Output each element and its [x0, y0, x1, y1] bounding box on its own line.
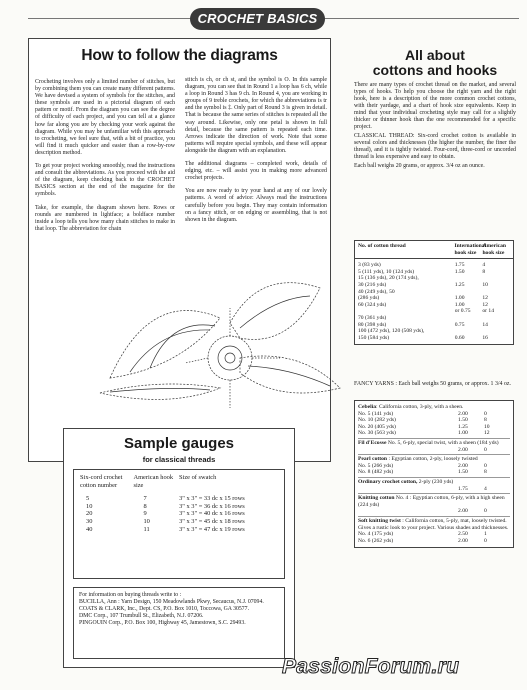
table-cell: 60 (324 yds) — [358, 301, 387, 308]
table-cell: or 14 — [482, 308, 495, 315]
yarn-section — [358, 478, 510, 494]
paragraph: stitch is ch, or ch st, and the symbol is O. In this sample diagram, you can see that in Round 1 a loop has 6 ch, while a loop in Round 3 has 9 ch. In Round 4, you are working in groups of 9 treble crochets, for which the abbreviations is tr and the symbol is ‡. Only part of Round 3 is given in detail. That is because the same series of stitches is repeated all the way around. Likewise, only one petal is shown in full detail, because the same pattern is repeated each time. Arrows indicate the direction of work. Note that some patterns will require special symbols, and these will appear alongside the diagram with an explanation. — [185, 77, 327, 154]
table-cell: 11 — [143, 525, 150, 533]
table-cell: 8 — [484, 469, 487, 476]
table-cell: No. 10 (282 yds) — [358, 417, 396, 424]
yarn-name: Fil d'Ecosse — [358, 439, 387, 446]
sample-gauges-box — [63, 428, 295, 668]
yarn-description — [358, 518, 510, 531]
table-cell: 1.00 — [454, 295, 465, 302]
table-row — [80, 503, 278, 511]
table-row — [358, 308, 510, 315]
paragraph: Take, for example, the diagram shown here. Rows or rounds are numbered in lightface; a boldface number inside a loop tells you how many chain stitches to make in that loop. The abbreviation for chain — [35, 204, 175, 232]
table-row — [358, 275, 510, 282]
table-cell — [358, 508, 458, 515]
table-cell: 1.50 — [454, 268, 465, 275]
section-tab: CROCHET BASICS — [190, 8, 325, 30]
table-cell — [482, 289, 510, 296]
table-cell: 40 (249 yds), 50 — [358, 288, 395, 295]
yarn-description — [358, 495, 510, 508]
article-column-2 — [185, 77, 327, 230]
table-row — [358, 508, 510, 515]
table-cell: 9 — [143, 510, 147, 518]
table-row — [358, 295, 510, 302]
table-body — [355, 259, 513, 344]
table-cell: 0 — [484, 537, 487, 544]
table-cell: 100 (472 yds), 120 (508 yds), — [358, 328, 425, 335]
table-cell: 7 — [143, 495, 147, 503]
article-title: How to follow the diagrams — [81, 47, 278, 64]
table-row — [358, 486, 510, 493]
table-cell: No. 4 (175 yds) — [358, 531, 394, 538]
table-row — [358, 447, 510, 454]
table-cell: No. 30 (563 yds) — [358, 430, 396, 437]
table-cell — [482, 328, 510, 335]
table-cell: 1 — [484, 531, 487, 538]
table-cell: 70 (361 yds) — [358, 314, 387, 321]
table-cell: 10 — [482, 281, 488, 288]
table-cell: (286 yds) — [358, 295, 380, 302]
paragraph: Crocheting involves only a limited number of stitches, but by combining them you can create many different patterns. We have devised a system of symbols for the stitches, and these symbols are used in a pictorial diagram of each pattern or motif. From the diagram you can see the degree of difficulty of each project, and you can tell at a glance how far along you are by checking your work against the diagram. While you may be unfamiliar with this approach to crocheting, we feel sure that, with a bit of practice, you will find it much quicker and easier than a row-by-row description method. — [35, 79, 175, 156]
table-cell — [455, 315, 483, 322]
table-cell — [455, 275, 483, 282]
table-cell: 12 — [482, 295, 488, 302]
yarn-detail: No. 4 : Egyptian cotton, 6-ply, with a high sheen (224 yds) — [358, 495, 505, 508]
paragraph: There are many types of crochet thread on the market, and several types of hooks. To help you choose the right yarn and the right hook, here is a description of the more common crochet cottons, with their yardage, and a chart of hook size equivalents. Keep in mind that your individual crocheting style may call for a slightly thicker or thinner hook than the one recommended for a specific project. — [354, 82, 516, 130]
table-row — [80, 495, 278, 503]
table-cell: 3" x 3" = 45 dc x 18 rows — [179, 517, 245, 525]
table-cell: 3 (83 yds) — [358, 262, 381, 269]
table-cell: 16 — [482, 334, 488, 341]
table-row — [358, 289, 510, 296]
crochet-motif-diagram — [90, 268, 350, 418]
table-row — [358, 315, 510, 322]
fancy-yarns-heading: FANCY YARNS : Each ball weighs 50 grams, or approx. 1 3/4 oz. — [354, 381, 512, 387]
paragraph: Each ball weighs 20 grams, or approx. 3/4 oz an ounce. — [354, 163, 485, 169]
cottons-hooks-text — [354, 82, 516, 172]
paragraph: You are now ready to try your hand at any of our lovely patterns. A word of advice: Always read the instructions carefully before you begin. They may contain information on a fancy stitch, or on edging or assembling, that is not shown in the diagram. — [185, 188, 327, 223]
yarn-detail: : California cotton, 5-ply, mat, loosely twisted. Gives a rustic look to your project. Various shades and thicknesses. — [358, 517, 509, 531]
table-cell: 10 — [484, 423, 490, 430]
table-cell — [455, 328, 483, 335]
table-cell: 3" x 3" = 36 dc x 16 rows — [179, 502, 245, 510]
table-row — [358, 531, 510, 538]
table-cell: 0 — [484, 462, 487, 469]
table-cell: 20 — [86, 510, 93, 518]
table-cell: 2.00 — [458, 446, 468, 453]
table-cell: 8 — [143, 502, 147, 510]
yarn-description — [358, 440, 510, 447]
table-cell: 5 — [86, 495, 90, 503]
table-row — [80, 518, 278, 526]
yarn-name: Pearl cotton — [358, 456, 388, 463]
buying-info — [73, 587, 285, 659]
table-cell: No. 5 (141 yds) — [358, 410, 394, 417]
yarn-detail: : California cotton, 3-ply, with a sheen. — [376, 404, 464, 410]
table-cell: 8 — [484, 417, 487, 424]
table-cell: 0 — [484, 410, 487, 417]
table-cell: 40 — [86, 525, 93, 533]
table-cell: No. 6 (262 yds) — [358, 537, 394, 544]
buy-line: For information on buying threads write to : — [79, 592, 182, 598]
table-cell: 2.00 — [458, 537, 468, 544]
table-cell: 0 — [484, 446, 487, 453]
table-cell: No. 20 (405 yds) — [358, 423, 396, 430]
table-cell: 1.75 — [454, 262, 465, 269]
paragraph: The additional diagrams – completed work, details of edging, etc. – will assist you in making more advanced crochet projects. — [185, 161, 327, 182]
fancy-yarns-table — [354, 400, 514, 548]
table-cell: 150 (584 yds) — [358, 334, 390, 341]
table-cell: 4 — [484, 485, 487, 492]
table-body — [80, 495, 278, 533]
yarn-detail: : Egyptian cotton, 2-ply, loosely twisted — [387, 456, 478, 463]
yarn-name: Cebelia — [358, 404, 377, 410]
gauges-subtitle: for classical threads — [142, 455, 216, 464]
table-cell — [482, 275, 510, 282]
paragraph: To get your project working smoothly, read the instructions and consult the abbreviations. As you proceed with the aid of the diagram, keep checking back to the CROCHET BASICS section at the end of the magazine for the symbols. — [35, 163, 175, 198]
column-header: International hook size — [454, 243, 487, 256]
table-cell: or 0.75 — [454, 308, 471, 315]
yarn-detail: 2-ply (230 yds) — [417, 478, 454, 485]
yarn-detail: No. 5, 6-ply, special twist, with a sheen (184 yds) — [386, 439, 499, 446]
table-cell: 80 (398 yds) — [358, 321, 387, 328]
table-cell: 15 (136 yds), 20 (174 yds), — [358, 275, 419, 282]
table-cell: 2.50 — [458, 531, 468, 538]
buy-line: BUCILLA, Ann : Yarn Design, 150 Meadowlands Pkwy, Secaucus, N.J. 07094. — [79, 599, 264, 605]
watermark: PassionForum.ru — [282, 655, 460, 678]
table-cell — [482, 315, 510, 322]
table-cell: 1.75 — [458, 485, 468, 492]
table-cell: 5 (111 yds), 10 (124 yds) — [358, 268, 415, 275]
table-row — [358, 538, 510, 545]
title-line: All about — [405, 47, 465, 63]
yarn-description — [358, 479, 510, 486]
article-column-1 — [35, 79, 175, 239]
table-cell: 12 — [482, 301, 488, 308]
gauges-title: Sample gauges — [123, 435, 235, 452]
column-header: Size of swatch — [179, 474, 217, 481]
table-row — [358, 302, 510, 309]
yarn-section — [358, 455, 510, 478]
cottons-hooks-title — [350, 48, 520, 78]
column-header: Six-cord crochet cotton number — [80, 474, 123, 489]
table-row — [358, 469, 510, 476]
table-cell: 12 — [484, 430, 490, 437]
table-cell: 10 — [86, 502, 93, 510]
table-cell: 1.00 — [458, 430, 468, 437]
yarn-section — [358, 517, 510, 545]
table-cell: 1.25 — [454, 281, 465, 288]
table-cell: 1.00 — [454, 301, 465, 308]
table-cell: 1.50 — [458, 417, 468, 424]
table-cell: 30 — [86, 517, 93, 525]
paragraph: CLASSICAL THREAD: Six-cord crochet cotton is available in several colors and thicknesses (the higher the number, the finer the thread), and it is tightly twisted. Four-cord, three-cord or uncorded thread is less expensive and easy to obtain. — [354, 133, 516, 160]
buy-line: PINGOUIN Corp., P.O. Box 100, Highway 45, Jamestown, S.C. 29493. — [79, 620, 246, 626]
yarn-section — [358, 494, 510, 517]
table-cell: 0.60 — [454, 334, 465, 341]
table-cell: 2.00 — [458, 508, 468, 515]
column-header: No. of cotton thread — [358, 243, 406, 249]
table-row — [358, 262, 510, 269]
table-cell: 3" x 3" = 40 dc x 16 rows — [179, 510, 245, 518]
table-row — [358, 430, 510, 437]
table-row — [358, 328, 510, 335]
yarn-section — [358, 403, 510, 439]
table-cell: 10 — [143, 517, 150, 525]
table-cell: 2.00 — [458, 410, 468, 417]
table-row — [80, 526, 278, 534]
yarn-name: Ordinary crochet cotton, — [358, 478, 418, 485]
table-row — [80, 510, 278, 518]
table-cell: 30 (216 yds) — [358, 281, 387, 288]
buy-line: DMC Corp., 107 Trumbull St., Elizabeth, N.J. 07206. — [79, 613, 204, 619]
table-cell: 1.50 — [458, 469, 468, 476]
cotton-hook-table — [354, 240, 514, 345]
table-cell — [358, 486, 458, 493]
title-line: cottons and hooks — [372, 62, 498, 78]
table-row — [358, 335, 510, 342]
table-cell: No. 8 (482 yds) — [358, 469, 394, 476]
table-cell — [358, 308, 455, 315]
table-header — [80, 474, 278, 489]
table-header — [355, 241, 513, 259]
table-cell — [455, 289, 483, 296]
table-cell: 14 — [482, 321, 488, 328]
table-cell: 1.25 — [458, 423, 468, 430]
table-row — [358, 282, 510, 289]
yarn-name: Knitting cotton — [358, 495, 395, 502]
yarn-description — [358, 404, 510, 411]
yarn-name: Soft knitting twist — [358, 517, 401, 524]
table-cell: 3" x 3" = 47 dc x 19 rows — [179, 525, 245, 533]
table-cell: 0 — [484, 508, 487, 515]
table-cell: 2.00 — [458, 462, 468, 469]
table-row — [358, 417, 510, 424]
yarn-description — [358, 456, 510, 463]
table-cell: 3" x 3" = 33 dc x 15 rows — [179, 495, 245, 503]
table-cell: No. 5 (266 yds) — [358, 462, 394, 469]
table-cell: 0.75 — [454, 321, 465, 328]
gauges-table — [73, 469, 285, 579]
table-cell: 8 — [482, 268, 486, 275]
column-header: American hook size — [133, 474, 174, 489]
table-cell — [358, 447, 458, 454]
buy-line: COATS & CLARK, Inc., Dept. CS, P.O. Box 1010, Toccowa, GA 30577. — [79, 606, 250, 612]
table-cell: 4 — [482, 262, 486, 269]
yarn-section — [358, 439, 510, 455]
column-header: American hook size — [482, 243, 507, 256]
